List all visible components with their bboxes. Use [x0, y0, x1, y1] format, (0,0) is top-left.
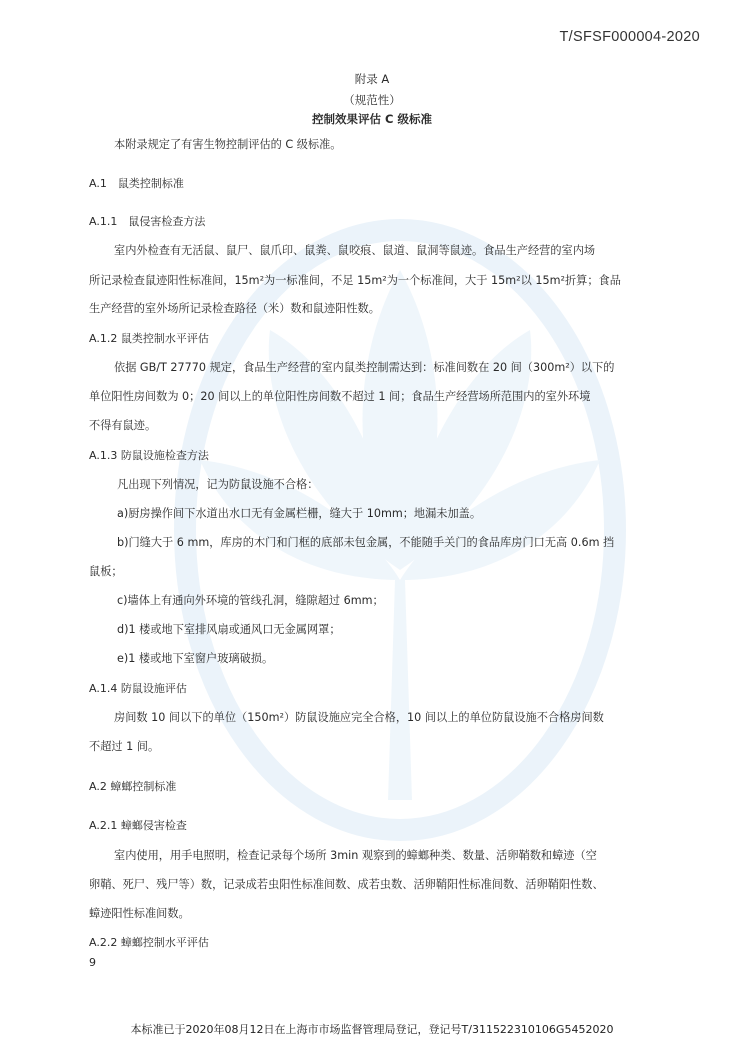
- section-a1-3-heading: A.1.3 防鼠设施检查方法: [89, 449, 209, 462]
- list-item: e)1 楼或地下室窗户玻璃破损。: [117, 652, 274, 665]
- section-a1-1-heading: A.1.1 鼠侵害检查方法: [89, 215, 206, 228]
- paragraph-line: 单位阳性房间数为 0；20 间以上的单位阳性房间数不超过 1 间；食品生产经营场所范围内的室外环境: [89, 390, 591, 403]
- list-item: b)门缝大于 6 mm，库房的木门和门框的底部未包金属，不能随手关门的食品库房门口无高 0.6m 挡: [117, 536, 615, 549]
- registration-footer: 本标准已于2020年08月12日在上海市市场监督管理局登记，登记号T/311522310106G5452020: [130, 1023, 614, 1036]
- paragraph-line: 所记录检查鼠迹阳性标准间，15m²为一标准间，不足 15m²为一个标准间，大于 15m²以 15m²折算；食品: [89, 274, 621, 287]
- paragraph-line: 室内外检查有无活鼠、鼠尸、鼠爪印、鼠粪、鼠咬痕、鼠道、鼠洞等鼠迹。食品生产经营的室内场: [114, 244, 596, 257]
- paragraph-line: 不超过 1 间。: [89, 740, 160, 753]
- paragraph-line: 依据 GB/T 27770 规定，食品生产经营的室内鼠类控制需达到：标准间数在 20 间（300m²）以下的: [114, 361, 615, 374]
- paragraph-line: 不得有鼠迹。: [89, 419, 157, 432]
- section-a2-2-heading: A.2.2 蟑螂控制水平评估: [89, 936, 209, 949]
- list-item: a)厨房操作间下水道出水口无有金属栏栅，缝大于 10mm；地漏未加盖。: [117, 507, 482, 520]
- paragraph-line: 生产经营的室外场所记录检查路径（米）数和鼠迹阳性数。: [89, 302, 380, 315]
- list-item-continuation: 鼠板；: [89, 565, 123, 578]
- paragraph-line: 室内使用，用手电照明，检查记录每个场所 3min 观察到的蟑螂种类、数量、活卵鞘数和蟑迹（空: [114, 849, 597, 862]
- paragraph-line: 凡出现下列情况，记为防鼠设施不合格：: [117, 478, 319, 491]
- section-a1-4-heading: A.1.4 防鼠设施评估: [89, 682, 187, 695]
- appendix-nature: （规范性）: [343, 93, 401, 107]
- intro-paragraph: 本附录规定了有害生物控制评估的 C 级标准。: [114, 138, 342, 151]
- section-a2-heading: A.2 蟑螂控制标准: [89, 780, 177, 793]
- paragraph-line: 蟑迹阳性标准间数。: [89, 907, 190, 920]
- paragraph-line: 房间数 10 间以下的单位（150m²）防鼠设施应完全合格，10 间以上的单位防鼠设施不合格房间数: [114, 711, 604, 724]
- section-a2-1-heading: A.2.1 蟑螂侵害检查: [89, 819, 187, 832]
- list-item: d)1 楼或地下室排风扇或通风口无金属网罩；: [117, 623, 341, 636]
- paragraph-line: 卵鞘、死尸、残尸等）数，记录成若虫阳性标准间数、成若虫数、活卵鞘阳性标准间数、活卵鞘阳性数、: [89, 878, 604, 891]
- section-a1-heading: A.1 鼠类控制标准: [89, 177, 184, 190]
- list-item: c)墙体上有通向外环境的管线孔洞，缝隙超过 6mm；: [117, 594, 384, 607]
- page-number: 9: [89, 956, 96, 969]
- appendix-heading: 控制效果评估 C 级标准: [312, 112, 432, 126]
- document-code: T/SFSF000004-2020: [559, 29, 700, 45]
- section-a1-2-heading: A.1.2 鼠类控制水平评估: [89, 332, 209, 345]
- appendix-label: 附录 A: [354, 72, 390, 86]
